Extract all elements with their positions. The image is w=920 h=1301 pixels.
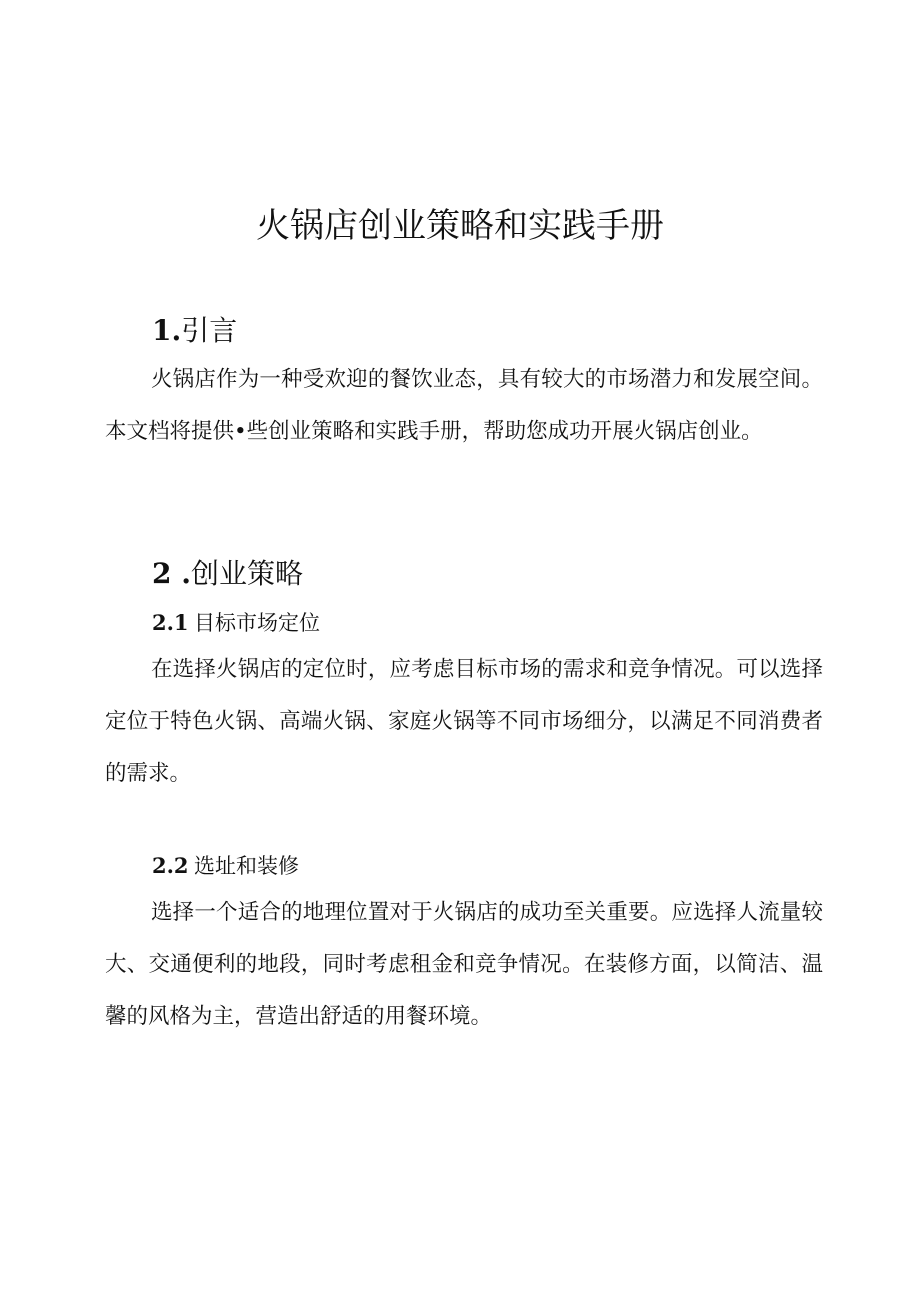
location-paragraph: 选择一个适合的地理位置对于火锅店的成功至关重要。应选择人流量较大、交通便利的地段，同时考虑租金和竞争情况。在装修方面，以简洁、温馨的风格为主，营造出舒适的用餐环境。 xyxy=(105,900,823,1029)
subsection-number: 2.2 xyxy=(152,853,189,878)
subsection-title: 目标市场定位 xyxy=(194,611,320,635)
section-heading-strategy xyxy=(152,556,303,592)
section-heading-introduction xyxy=(152,313,237,349)
section-title: 创业策略 xyxy=(190,557,303,590)
subsection-number: 2.1 xyxy=(152,610,189,635)
document-title: 火锅店创业策略和实践手册 xyxy=(256,206,664,246)
section-title: 引言 xyxy=(181,314,238,347)
subsection-title: 选址和装修 xyxy=(194,854,299,878)
section-number: 2 . xyxy=(152,557,191,590)
introduction-paragraph: 火锅店作为一种受欢迎的餐饮业态，具有较大的市场潜力和发展空间。本文档将提供•些创业策略和实践手册，帮助您成功开展火锅店创业。 xyxy=(105,367,823,444)
subsection-heading-target-market xyxy=(152,609,320,637)
section-number: 1. xyxy=(152,314,182,347)
subsection-heading-location xyxy=(152,852,299,880)
target-market-paragraph: 在选择火锅店的定位时，应考虑目标市场的需求和竞争情况。可以选择定位于特色火锅、高端火锅、家庭火锅等不同市场细分，以满足不同消费者的需求。 xyxy=(105,657,823,786)
